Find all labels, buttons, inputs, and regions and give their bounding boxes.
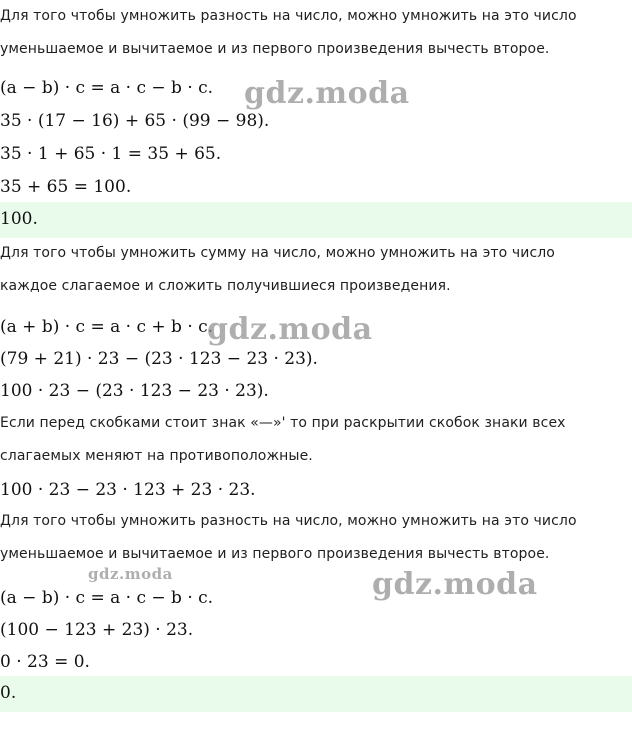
- solution-step: 100 · 23 − (23 · 123 − 23 · 23).: [0, 381, 269, 401]
- answer-band: [0, 202, 632, 238]
- note-text-line: Если перед скобками стоит знак «—»' то при раскрытии скобок знаки всех: [0, 415, 566, 431]
- watermark-logo: gdz.moda: [88, 565, 173, 583]
- solution-step: 35 · (17 − 16) + 65 · (99 − 98).: [0, 111, 270, 131]
- formula: (a − b) · c = a · c − b · c.: [0, 78, 214, 98]
- formula: (a − b) · c = a · c − b · c.: [0, 588, 214, 608]
- solution-step: (100 − 123 + 23) · 23.: [0, 620, 194, 640]
- answer-band: [0, 676, 632, 712]
- rule-text-line: Для того чтобы умножить разность на число, можно умножить на это число: [0, 513, 577, 529]
- answer: 0.: [0, 683, 17, 703]
- answer: 100.: [0, 209, 38, 229]
- solution-step: (79 + 21) · 23 − (23 · 123 − 23 · 23).: [0, 349, 318, 369]
- rule-text-line: Для того чтобы умножить разность на число, можно умножить на это число: [0, 8, 577, 24]
- rule-text-line: уменьшаемое и вычитаемое и из первого произведения вычесть второе.: [0, 41, 550, 57]
- formula: (a + b) · c = a · c + b · c.: [0, 317, 214, 337]
- solution-step: 0 · 23 = 0.: [0, 652, 90, 672]
- rule-text-line: каждое слагаемое и сложить получившиеся произведения.: [0, 278, 451, 294]
- rule-text-line: Для того чтобы умножить сумму на число, можно умножить на это число: [0, 245, 555, 261]
- watermark-logo: gdz.moda: [244, 76, 410, 111]
- solution-step: 35 · 1 + 65 · 1 = 35 + 65.: [0, 144, 222, 164]
- watermark-logo: gdz.moda: [207, 312, 373, 347]
- solution-step: 100 · 23 − 23 · 123 + 23 · 23.: [0, 480, 256, 500]
- note-text-line: слагаемых меняют на противоположные.: [0, 448, 313, 464]
- watermark-logo: gdz.moda: [372, 567, 538, 602]
- solution-step: 35 + 65 = 100.: [0, 177, 132, 197]
- rule-text-line: уменьшаемое и вычитаемое и из первого произведения вычесть второе.: [0, 546, 550, 562]
